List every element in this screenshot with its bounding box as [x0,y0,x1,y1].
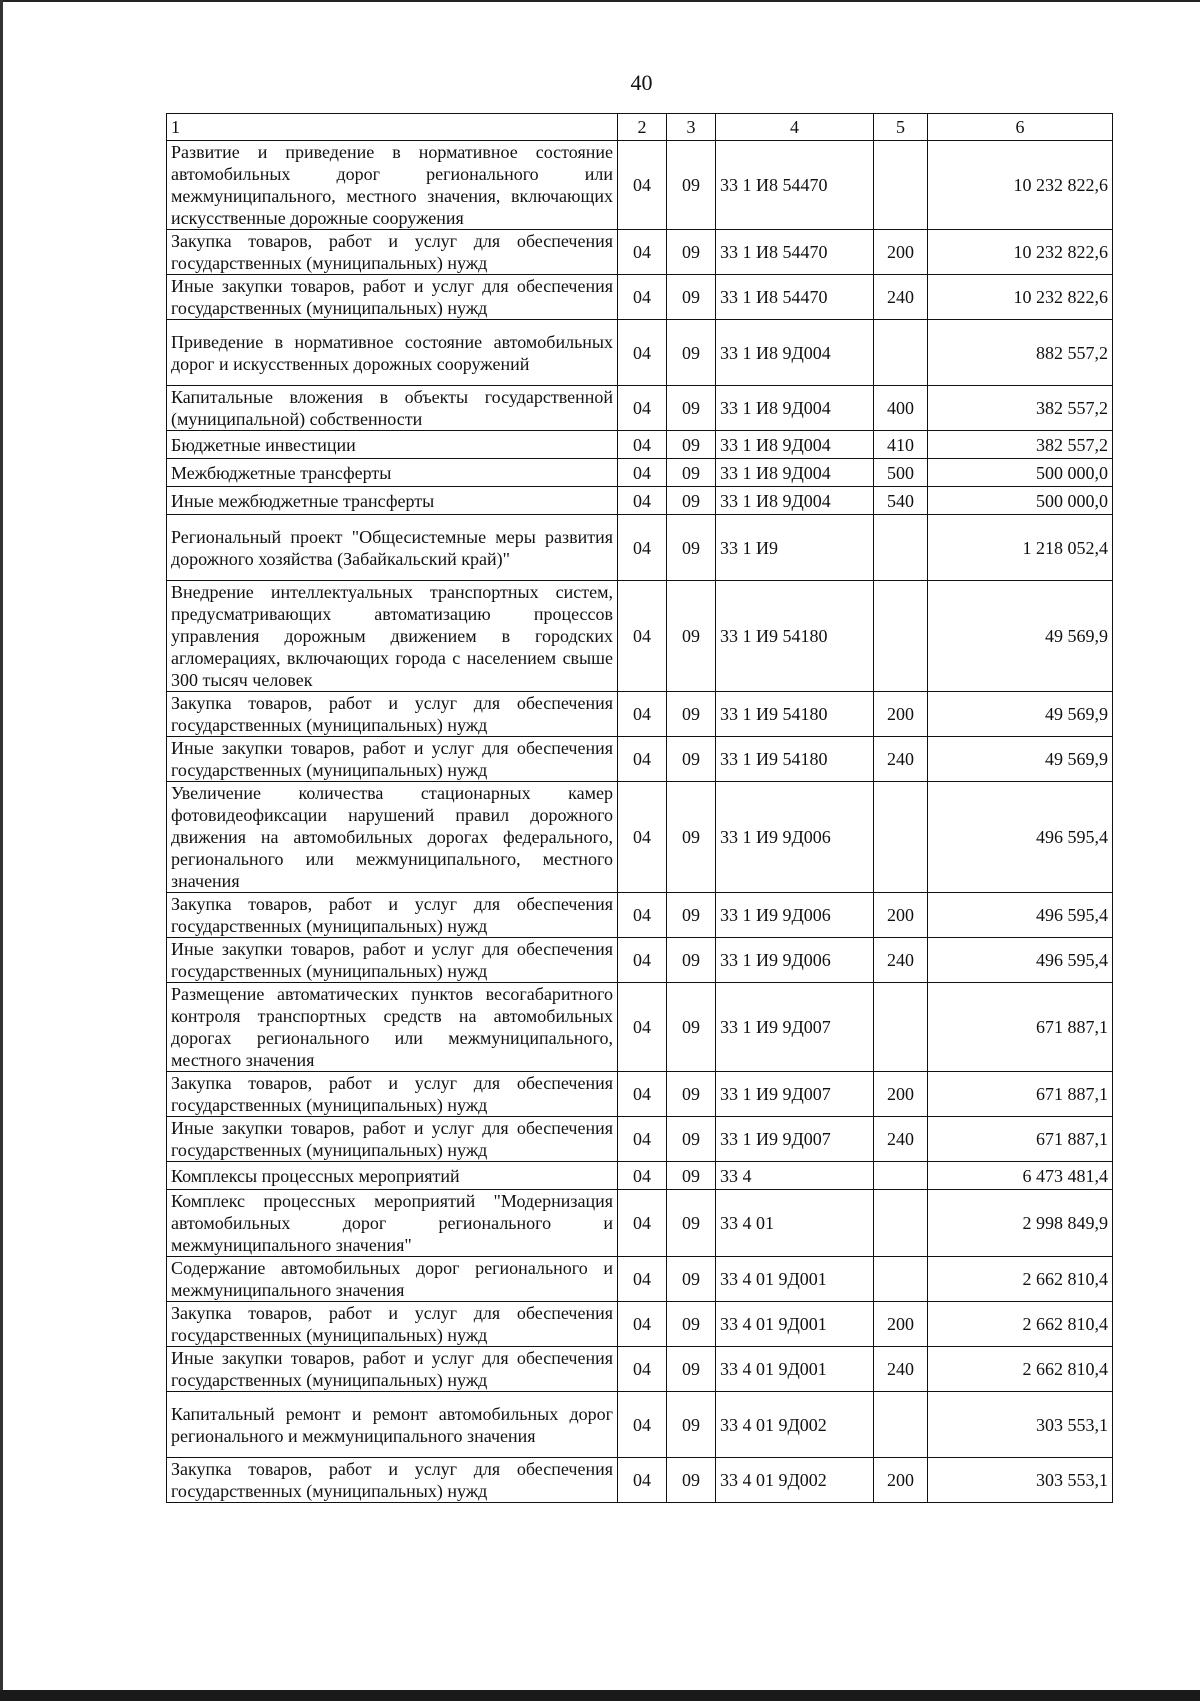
row-name: Капитальный ремонт и ремонт автомобильных дорог регионального и межмуниципального значения [167,1392,618,1458]
row-target-code: 33 1 И9 9Д006 [716,782,874,893]
row-subsection: 09 [667,893,716,938]
table-row [167,459,1113,487]
row-section: 04 [618,275,667,320]
row-amount: 1 218 052,4 [928,515,1113,581]
table-row [167,1190,1113,1257]
row-name: Иные закупки товаров, работ и услуг для обеспечения государственных (муниципальных) нужд [167,1347,618,1392]
row-section: 04 [618,431,667,459]
row-subsection: 09 [667,1190,716,1257]
row-subsection: 09 [667,1392,716,1458]
header-col-6: 6 [928,114,1113,141]
header-col-5: 5 [874,114,928,141]
row-section: 04 [618,692,667,737]
row-section: 04 [618,515,667,581]
row-section: 04 [618,459,667,487]
row-target-code: 33 1 И9 9Д007 [716,1117,874,1162]
row-section: 04 [618,782,667,893]
row-expense-type [874,515,928,581]
table-row [167,692,1113,737]
table-row [167,275,1113,320]
row-expense-type [874,1190,928,1257]
row-target-code: 33 1 И8 54470 [716,275,874,320]
row-amount: 49 569,9 [928,692,1113,737]
row-expense-type [874,1162,928,1190]
row-amount: 49 569,9 [928,737,1113,782]
row-target-code: 33 1 И9 9Д007 [716,983,874,1072]
row-expense-type: 500 [874,459,928,487]
row-target-code: 33 1 И9 9Д006 [716,938,874,983]
row-section: 04 [618,581,667,692]
table-row [167,782,1113,893]
row-name: Закупка товаров, работ и услуг для обеспечения государственных (муниципальных) нужд [167,1302,618,1347]
row-target-code: 33 1 И8 54470 [716,230,874,275]
row-target-code: 33 4 01 9Д001 [716,1257,874,1302]
row-subsection: 09 [667,1347,716,1392]
row-section: 04 [618,938,667,983]
row-section: 04 [618,893,667,938]
row-amount: 2 662 810,4 [928,1347,1113,1392]
row-target-code: 33 1 И9 54180 [716,581,874,692]
row-target-code: 33 4 01 9Д002 [716,1392,874,1458]
row-section: 04 [618,1190,667,1257]
row-subsection: 09 [667,230,716,275]
row-subsection: 09 [667,1072,716,1117]
row-expense-type: 410 [874,431,928,459]
row-expense-type [874,320,928,386]
row-target-code: 33 4 01 [716,1190,874,1257]
row-target-code: 33 1 И8 9Д004 [716,386,874,431]
row-target-code: 33 1 И8 54470 [716,141,874,230]
row-amount: 6 473 481,4 [928,1162,1113,1190]
row-amount: 10 232 822,6 [928,230,1113,275]
row-name: Увеличение количества стационарных камер фотовидеофиксации нарушений правил дорожного движения на автомобильных дорогах федерального, регионального или межмуниципального, местного значения [167,782,618,893]
row-expense-type [874,983,928,1072]
row-section: 04 [618,983,667,1072]
scan-border-bottom [0,1690,1200,1701]
row-amount: 10 232 822,6 [928,275,1113,320]
row-amount: 303 553,1 [928,1392,1113,1458]
row-amount: 496 595,4 [928,893,1113,938]
scan-border-left [0,0,3,1701]
row-target-code: 33 1 И9 9Д006 [716,893,874,938]
row-amount: 2 662 810,4 [928,1257,1113,1302]
row-amount: 303 553,1 [928,1458,1113,1503]
table-row [167,431,1113,459]
row-name: Закупка товаров, работ и услуг для обеспечения государственных (муниципальных) нужд [167,1458,618,1503]
row-section: 04 [618,1257,667,1302]
header-col-2: 2 [618,114,667,141]
row-section: 04 [618,487,667,515]
row-amount: 49 569,9 [928,581,1113,692]
row-target-code: 33 1 И9 54180 [716,737,874,782]
row-expense-type: 200 [874,1302,928,1347]
row-target-code: 33 1 И9 54180 [716,692,874,737]
header-col-1: 1 [167,114,618,141]
table-row [167,1162,1113,1190]
row-expense-type: 200 [874,230,928,275]
row-section: 04 [618,1347,667,1392]
row-subsection: 09 [667,141,716,230]
row-amount: 382 557,2 [928,431,1113,459]
row-section: 04 [618,1458,667,1503]
row-amount: 500 000,0 [928,487,1113,515]
row-subsection: 09 [667,459,716,487]
table-row [167,1117,1113,1162]
table-row [167,515,1113,581]
row-expense-type: 200 [874,893,928,938]
row-name: Размещение автоматических пунктов весогабаритного контроля транспортных средств на автомобильных дорогах регионального или межмуниципального, местного значения [167,983,618,1072]
row-section: 04 [618,141,667,230]
row-target-code: 33 4 01 9Д001 [716,1302,874,1347]
row-amount: 2 662 810,4 [928,1302,1113,1347]
table-row [167,386,1113,431]
row-subsection: 09 [667,1257,716,1302]
row-name: Закупка товаров, работ и услуг для обеспечения государственных (муниципальных) нужд [167,893,618,938]
row-subsection: 09 [667,386,716,431]
row-subsection: 09 [667,782,716,893]
row-expense-type: 200 [874,692,928,737]
row-amount: 10 232 822,6 [928,141,1113,230]
row-expense-type: 240 [874,1117,928,1162]
row-amount: 496 595,4 [928,938,1113,983]
row-amount: 496 595,4 [928,782,1113,893]
row-expense-type: 540 [874,487,928,515]
row-name: Иные закупки товаров, работ и услуг для обеспечения государственных (муниципальных) нужд [167,737,618,782]
row-section: 04 [618,1117,667,1162]
row-amount: 382 557,2 [928,386,1113,431]
row-name: Иные закупки товаров, работ и услуг для обеспечения государственных (муниципальных) нужд [167,938,618,983]
row-section: 04 [618,1392,667,1458]
page-number: 40 [630,70,653,95]
row-subsection: 09 [667,275,716,320]
row-subsection: 09 [667,1302,716,1347]
row-expense-type: 240 [874,737,928,782]
row-section: 04 [618,1302,667,1347]
row-target-code: 33 1 И9 [716,515,874,581]
row-name: Комплекс процессных мероприятий "Модернизация автомобильных дорог регионального и межмуниципального значения" [167,1190,618,1257]
row-name: Развитие и приведение в нормативное состояние автомобильных дорог регионального или межмуниципального, местного значения, включающих искусственные дорожные сооружения [167,141,618,230]
table-row [167,938,1113,983]
row-name: Закупка товаров, работ и услуг для обеспечения государственных (муниципальных) нужд [167,230,618,275]
row-name: Приведение в нормативное состояние автомобильных дорог и искусственных дорожных сооружений [167,320,618,386]
row-name: Комплексы процессных мероприятий [167,1162,618,1190]
row-target-code: 33 1 И8 9Д004 [716,487,874,515]
table-row [167,141,1113,230]
table-row [167,230,1113,275]
row-name: Содержание автомобильных дорог регионального и межмуниципального значения [167,1257,618,1302]
row-expense-type: 240 [874,1347,928,1392]
row-subsection: 09 [667,320,716,386]
row-name: Закупка товаров, работ и услуг для обеспечения государственных (муниципальных) нужд [167,692,618,737]
scan-border-top [0,0,1200,2]
row-subsection: 09 [667,692,716,737]
row-subsection: 09 [667,938,716,983]
row-name: Бюджетные инвестиции [167,431,618,459]
row-name: Закупка товаров, работ и услуг для обеспечения государственных (муниципальных) нужд [167,1072,618,1117]
table-row [167,320,1113,386]
row-subsection: 09 [667,983,716,1072]
row-expense-type [874,1257,928,1302]
row-name: Межбюджетные трансферты [167,459,618,487]
row-target-code: 33 1 И8 9Д004 [716,320,874,386]
row-subsection: 09 [667,737,716,782]
row-target-code: 33 4 [716,1162,874,1190]
row-section: 04 [618,230,667,275]
row-expense-type: 400 [874,386,928,431]
table-row [167,1392,1113,1458]
table-row [167,1347,1113,1392]
table-row [167,1257,1113,1302]
row-target-code: 33 1 И8 9Д004 [716,431,874,459]
row-amount: 500 000,0 [928,459,1113,487]
row-name: Иные закупки товаров, работ и услуг для обеспечения государственных (муниципальных) нужд [167,275,618,320]
row-target-code: 33 4 01 9Д001 [716,1347,874,1392]
row-expense-type: 200 [874,1072,928,1117]
table-row [167,983,1113,1072]
budget-table [166,113,1113,1503]
row-amount: 671 887,1 [928,1117,1113,1162]
table-row [167,893,1113,938]
table-row [167,737,1113,782]
row-amount: 671 887,1 [928,1072,1113,1117]
row-name: Иные межбюджетные трансферты [167,487,618,515]
row-target-code: 33 1 И9 9Д007 [716,1072,874,1117]
table-row [167,1302,1113,1347]
row-target-code: 33 1 И8 9Д004 [716,459,874,487]
table-row [167,581,1113,692]
row-subsection: 09 [667,431,716,459]
row-section: 04 [618,1072,667,1117]
row-expense-type: 240 [874,938,928,983]
row-expense-type [874,782,928,893]
row-name: Иные закупки товаров, работ и услуг для обеспечения государственных (муниципальных) нужд [167,1117,618,1162]
row-subsection: 09 [667,581,716,692]
table-row [167,1458,1113,1503]
row-subsection: 09 [667,1458,716,1503]
table-row [167,1072,1113,1117]
row-expense-type [874,581,928,692]
row-subsection: 09 [667,1162,716,1190]
row-section: 04 [618,737,667,782]
row-amount: 882 557,2 [928,320,1113,386]
header-col-4: 4 [716,114,874,141]
table-header-row [167,114,1113,141]
row-expense-type: 200 [874,1458,928,1503]
row-subsection: 09 [667,487,716,515]
row-section: 04 [618,320,667,386]
row-amount: 2 998 849,9 [928,1190,1113,1257]
row-name: Внедрение интеллектуальных транспортных систем, предусматривающих автоматизацию процессов управления дорожным движением в городских агломерациях, включающих города с населением свыше 300 тысяч человек [167,581,618,692]
row-subsection: 09 [667,515,716,581]
row-subsection: 09 [667,1117,716,1162]
row-name: Капитальные вложения в объекты государственной (муниципальной) собственности [167,386,618,431]
row-expense-type [874,1392,928,1458]
row-expense-type [874,141,928,230]
table-row [167,487,1113,515]
header-col-3: 3 [667,114,716,141]
row-section: 04 [618,1162,667,1190]
row-target-code: 33 4 01 9Д002 [716,1458,874,1503]
row-name: Региональный проект "Общесистемные меры развития дорожного хозяйства (Забайкальский край)" [167,515,618,581]
budget-table-body [167,114,1113,1503]
row-section: 04 [618,386,667,431]
row-expense-type: 240 [874,275,928,320]
row-amount: 671 887,1 [928,983,1113,1072]
